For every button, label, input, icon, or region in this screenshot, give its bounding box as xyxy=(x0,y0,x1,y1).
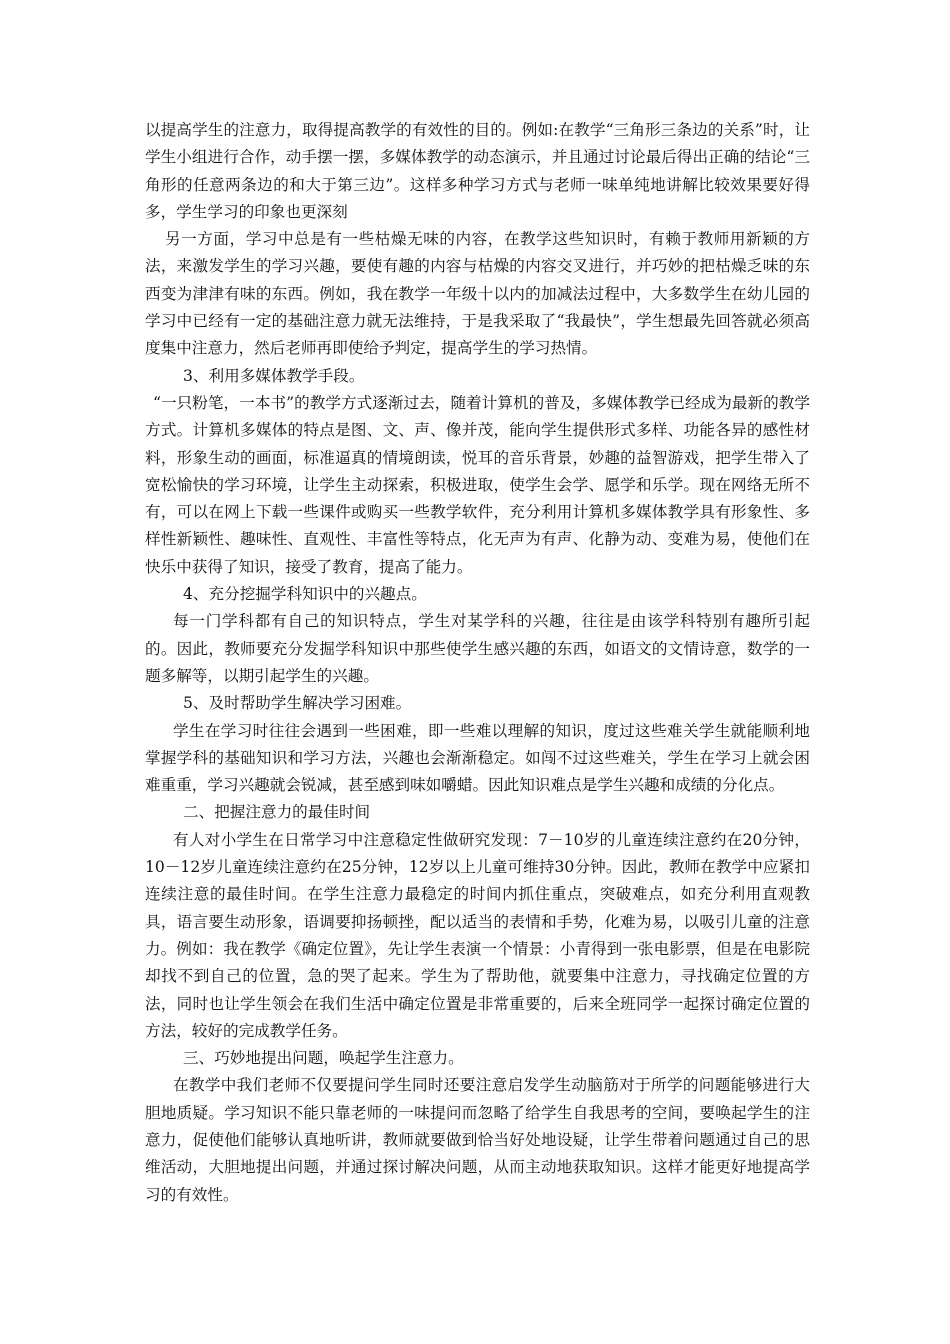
paragraph: 有人对小学生在日常学习中注意稳定性做研究发现：7－10岁的儿童连续注意约在20分钟，10－12岁儿童连续注意约在25分钟，12岁以上儿童可维持30分钟。因此，教师在教学中应紧扣连续注意的最佳时间。在学生注意力最稳定的时间内抓住重点，突破难点，如充分利用直观教具，语言要生动形象，语调要抑扬顿挫，配以适当的表情和手势，化难为易，以吸引儿童的注意力。例如：我在教学《确定位置》，先让学生表演一个情景：小青得到一张电影票，但是在电影院却找不到自己的位置，急的哭了起来。学生为了帮助他，就要集中注意力，寻找确定位置的方法，同时也让学生领会在我们生活中确定位置是非常重要的，后来全班同学一起探讨确定位置的方法，较好的完成教学任务。 xyxy=(145,830,810,1040)
paragraph: “一只粉笔，一本书”的教学方式逐渐过去，随着计算机的普及，多媒体教学已经成为最新的教学方式。计算机多媒体的特点是图、文、声、像并茂，能向学生提供形式多样、功能各异的感性材料，形象生动的画面，标准逼真的情境朗读，悦耳的音乐背景，妙趣的益智游戏，把学生带入了宽松愉快的学习环境，让学生主动探索，积极进取，使学生会学、愿学和乐学。现在网络无所不有，可以在网上下载一些课件或购买一些教学软件，充分利用计算机多媒体教学具有形象性、多样性新颖性、趣味性、直观性、丰富性等特点，化无声为有声、化静为动、变难为易，使他们在快乐中获得了知识，接受了教育，提高了能力。 xyxy=(145,393,810,576)
section-heading: 三、巧妙地提出问题，唤起学生注意力。 xyxy=(183,1049,464,1068)
paragraph: 每一门学科都有自己的知识特点，学生对某学科的兴趣，往往是由该学科特别有趣所引起的。因此，教师要充分发掘学科知识中那些使学生感兴趣的东西，如语文的文情诗意，数学的一题多解等，以期引起学生的兴趣。 xyxy=(145,612,810,685)
paragraph: 学生在学习时往往会遇到一些困难，即一些难以理解的知识，度过这些难关学生就能顺利地掌握学科的基础知识和学习方法，兴趣也会渐渐稳定。如闯不过这些难关，学生在学习上就会困难重重，学习兴趣就会锐减，甚至感到味如嚼蜡。因此知识难点是学生兴趣和成绩的分化点。 xyxy=(145,721,810,795)
paragraph: 另一方面，学习中总是有一些枯燥无味的内容，在教学这些知识时，有赖于教师用新颖的方法，来激发学生的学习兴趣，要使有趣的内容与枯燥的内容交叉进行，并巧妙的把枯燥乏味的东西变为津津有味的东西。例如，我在教学一年级十以内的加减法过程中，大多数学生在幼儿园的学习中已经有一定的基础注意力就无法维持，于是我采取了“我最快”，学生想最先回答就必须高度集中注意力，然后老师再即使给予判定，提高学生的学习热情。 xyxy=(145,230,810,358)
paragraph: 以提高学生的注意力，取得提高教学的有效性的目的。例如:在教学“三角形三条边的关系”时，让学生小组进行合作，动手摆一摆，多媒体教学的动态演示，并且通过讨论最后得出正确的结论“三角形的任意两条边的和大于第三边”。这样多种学习方式与老师一味单纯地讲解比较效果要好得多，学生学习的印象也更深刻 xyxy=(145,121,810,221)
section-heading: 4、充分挖掘学科知识中的兴趣点。 xyxy=(183,585,427,604)
paragraph: 在教学中我们老师不仅要提问学生同时还要注意启发学生动脑筋对于所学的问题能够进行大胆地质疑。学习知识不能只靠老师的一味提问而忽略了给学生自我思考的空间，要唤起学生的注意力，促使他们能够认真地听讲，教师就要做到恰当好处地设疑，让学生带着问题通过自己的思维活动，大胆地提出问题，并通过探讨解决问题，从而主动地获取知识。这样才能更好地提高学习的有效性。 xyxy=(145,1076,810,1204)
document-page xyxy=(145,117,810,1209)
section-heading: 3、利用多媒体教学手段。 xyxy=(183,366,365,385)
section-heading: 5、及时帮助学生解决学习困难。 xyxy=(183,694,412,713)
section-heading: 二、把握注意力的最佳时间 xyxy=(183,803,371,822)
